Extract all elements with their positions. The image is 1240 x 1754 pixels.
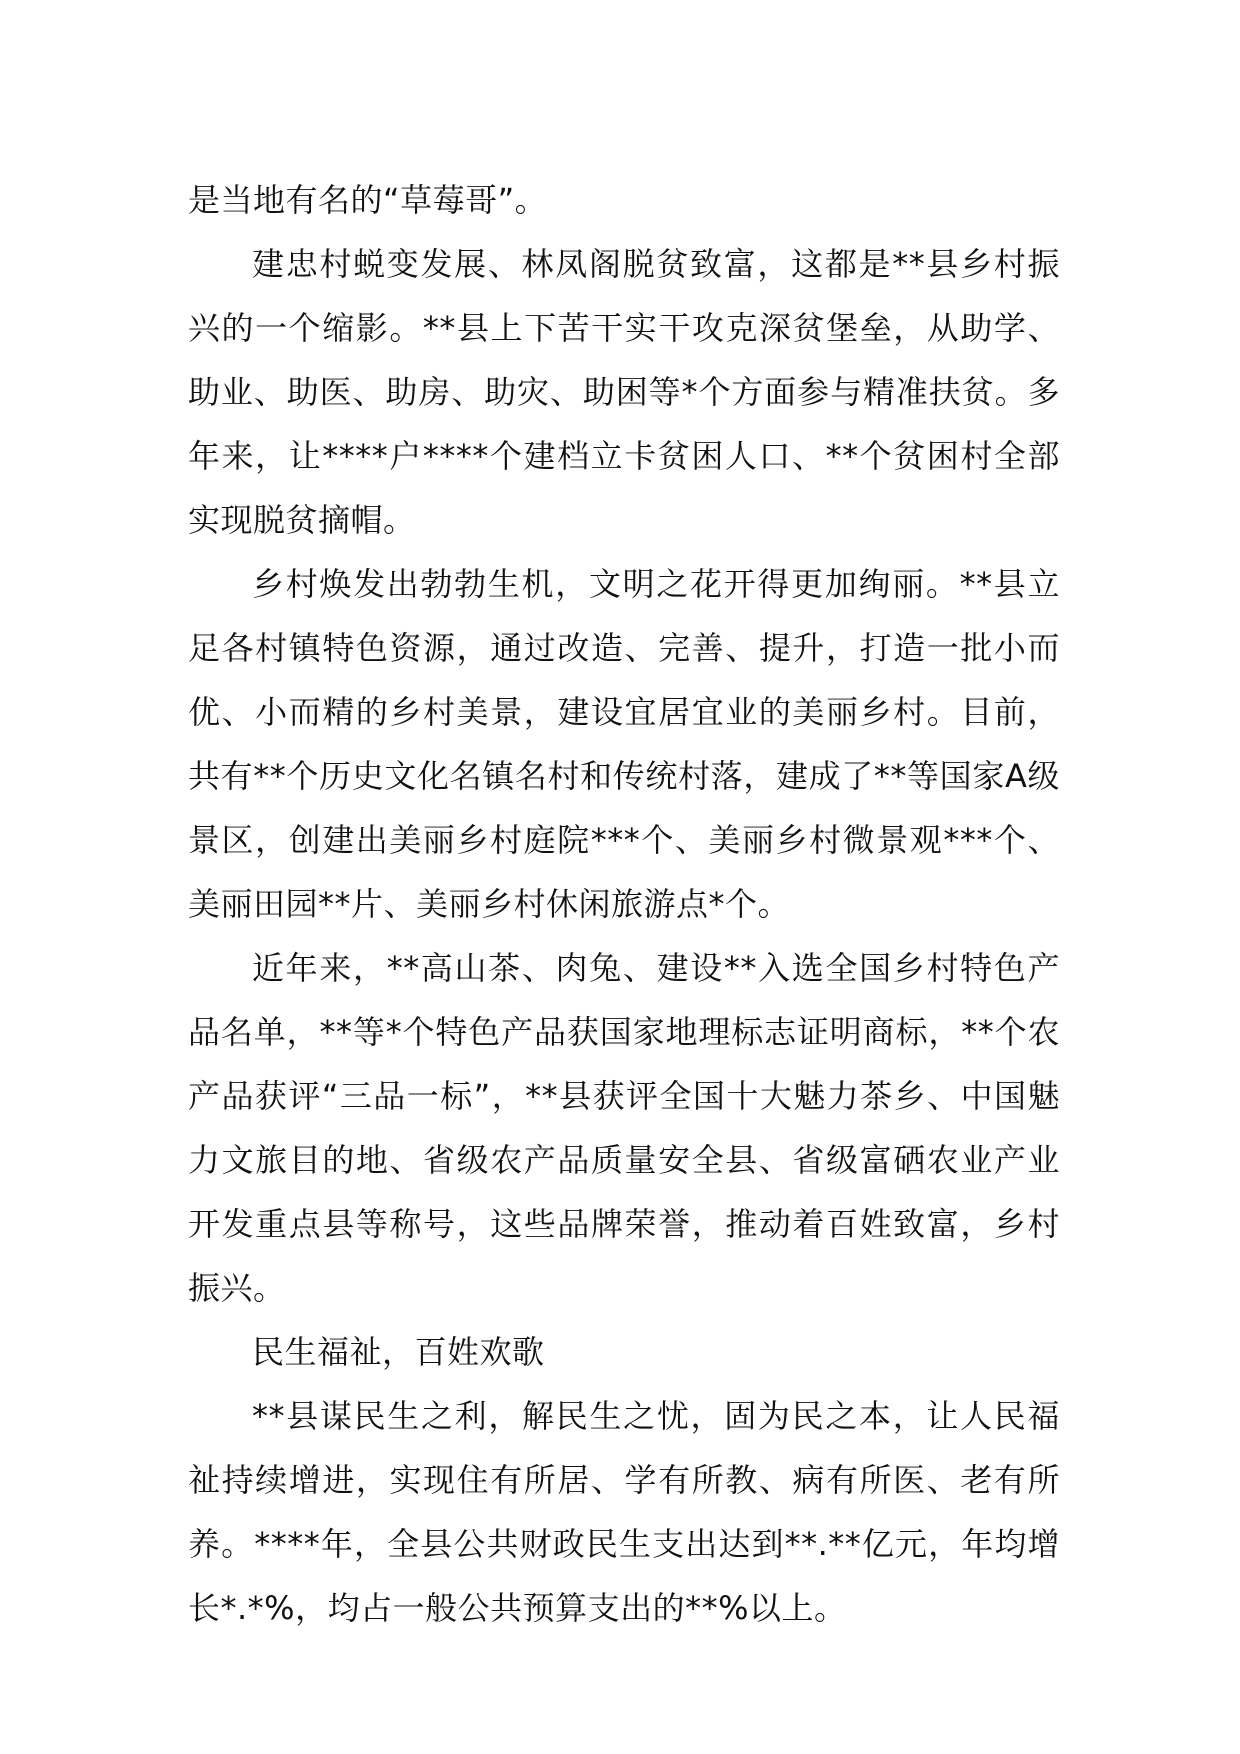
paragraph-2: 建忠村蜕变发展、林凤阁脱贫致富，这都是**县乡村振兴的一个缩影。**县上下苦干实干攻克深贫堡垒，从助学、助业、助医、助房、助灾、助困等*个方面参与精准扶贫。多年来，让****户****个建档立卡贫困人口、**个贫困村全部实现脱贫摘帽。 <box>188 245 1060 539</box>
document-body <box>188 168 1060 1640</box>
paragraph-1: 是当地有名的“草莓哥”。 <box>188 181 548 219</box>
paragraph-3: 乡村焕发出勃勃生机，文明之花开得更加绚丽。**县立足各村镇特色资源，通过改造、完善、提升，打造一批小而优、小而精的乡村美景，建设宜居宜业的美丽乡村。目前，共有**个历史文化名镇名村和传统村落，建成了**等国家A级景区，创建出美丽乡村庭院***个、美丽乡村微景观***个、美丽田园**片、美丽乡村休闲旅游点*个。 <box>188 565 1060 923</box>
paragraph-4: 近年来，**高山茶、肉兔、建设**入选全国乡村特色产品名单，**等*个特色产品获国家地理标志证明商标，**个农产品获评“三品一标”，**县获评全国十大魅力茶乡、中国魅力文旅目的地、省级农产品质量安全县、省级富硒农业产业开发重点县等称号，这些品牌荣誉，推动着百姓致富，乡村振兴。 <box>188 949 1060 1307</box>
section-heading: 民生福祉，百姓欢歌 <box>252 1333 545 1371</box>
paragraph-5: **县谋民生之利，解民生之忧，固为民之本，让人民福祉持续增进，实现住有所居、学有所教、病有所医、老有所养。****年，全县公共财政民生支出达到**.**亿元，年均增长*.*%，均占一般公共预算支出的**%以上。 <box>188 1397 1060 1627</box>
